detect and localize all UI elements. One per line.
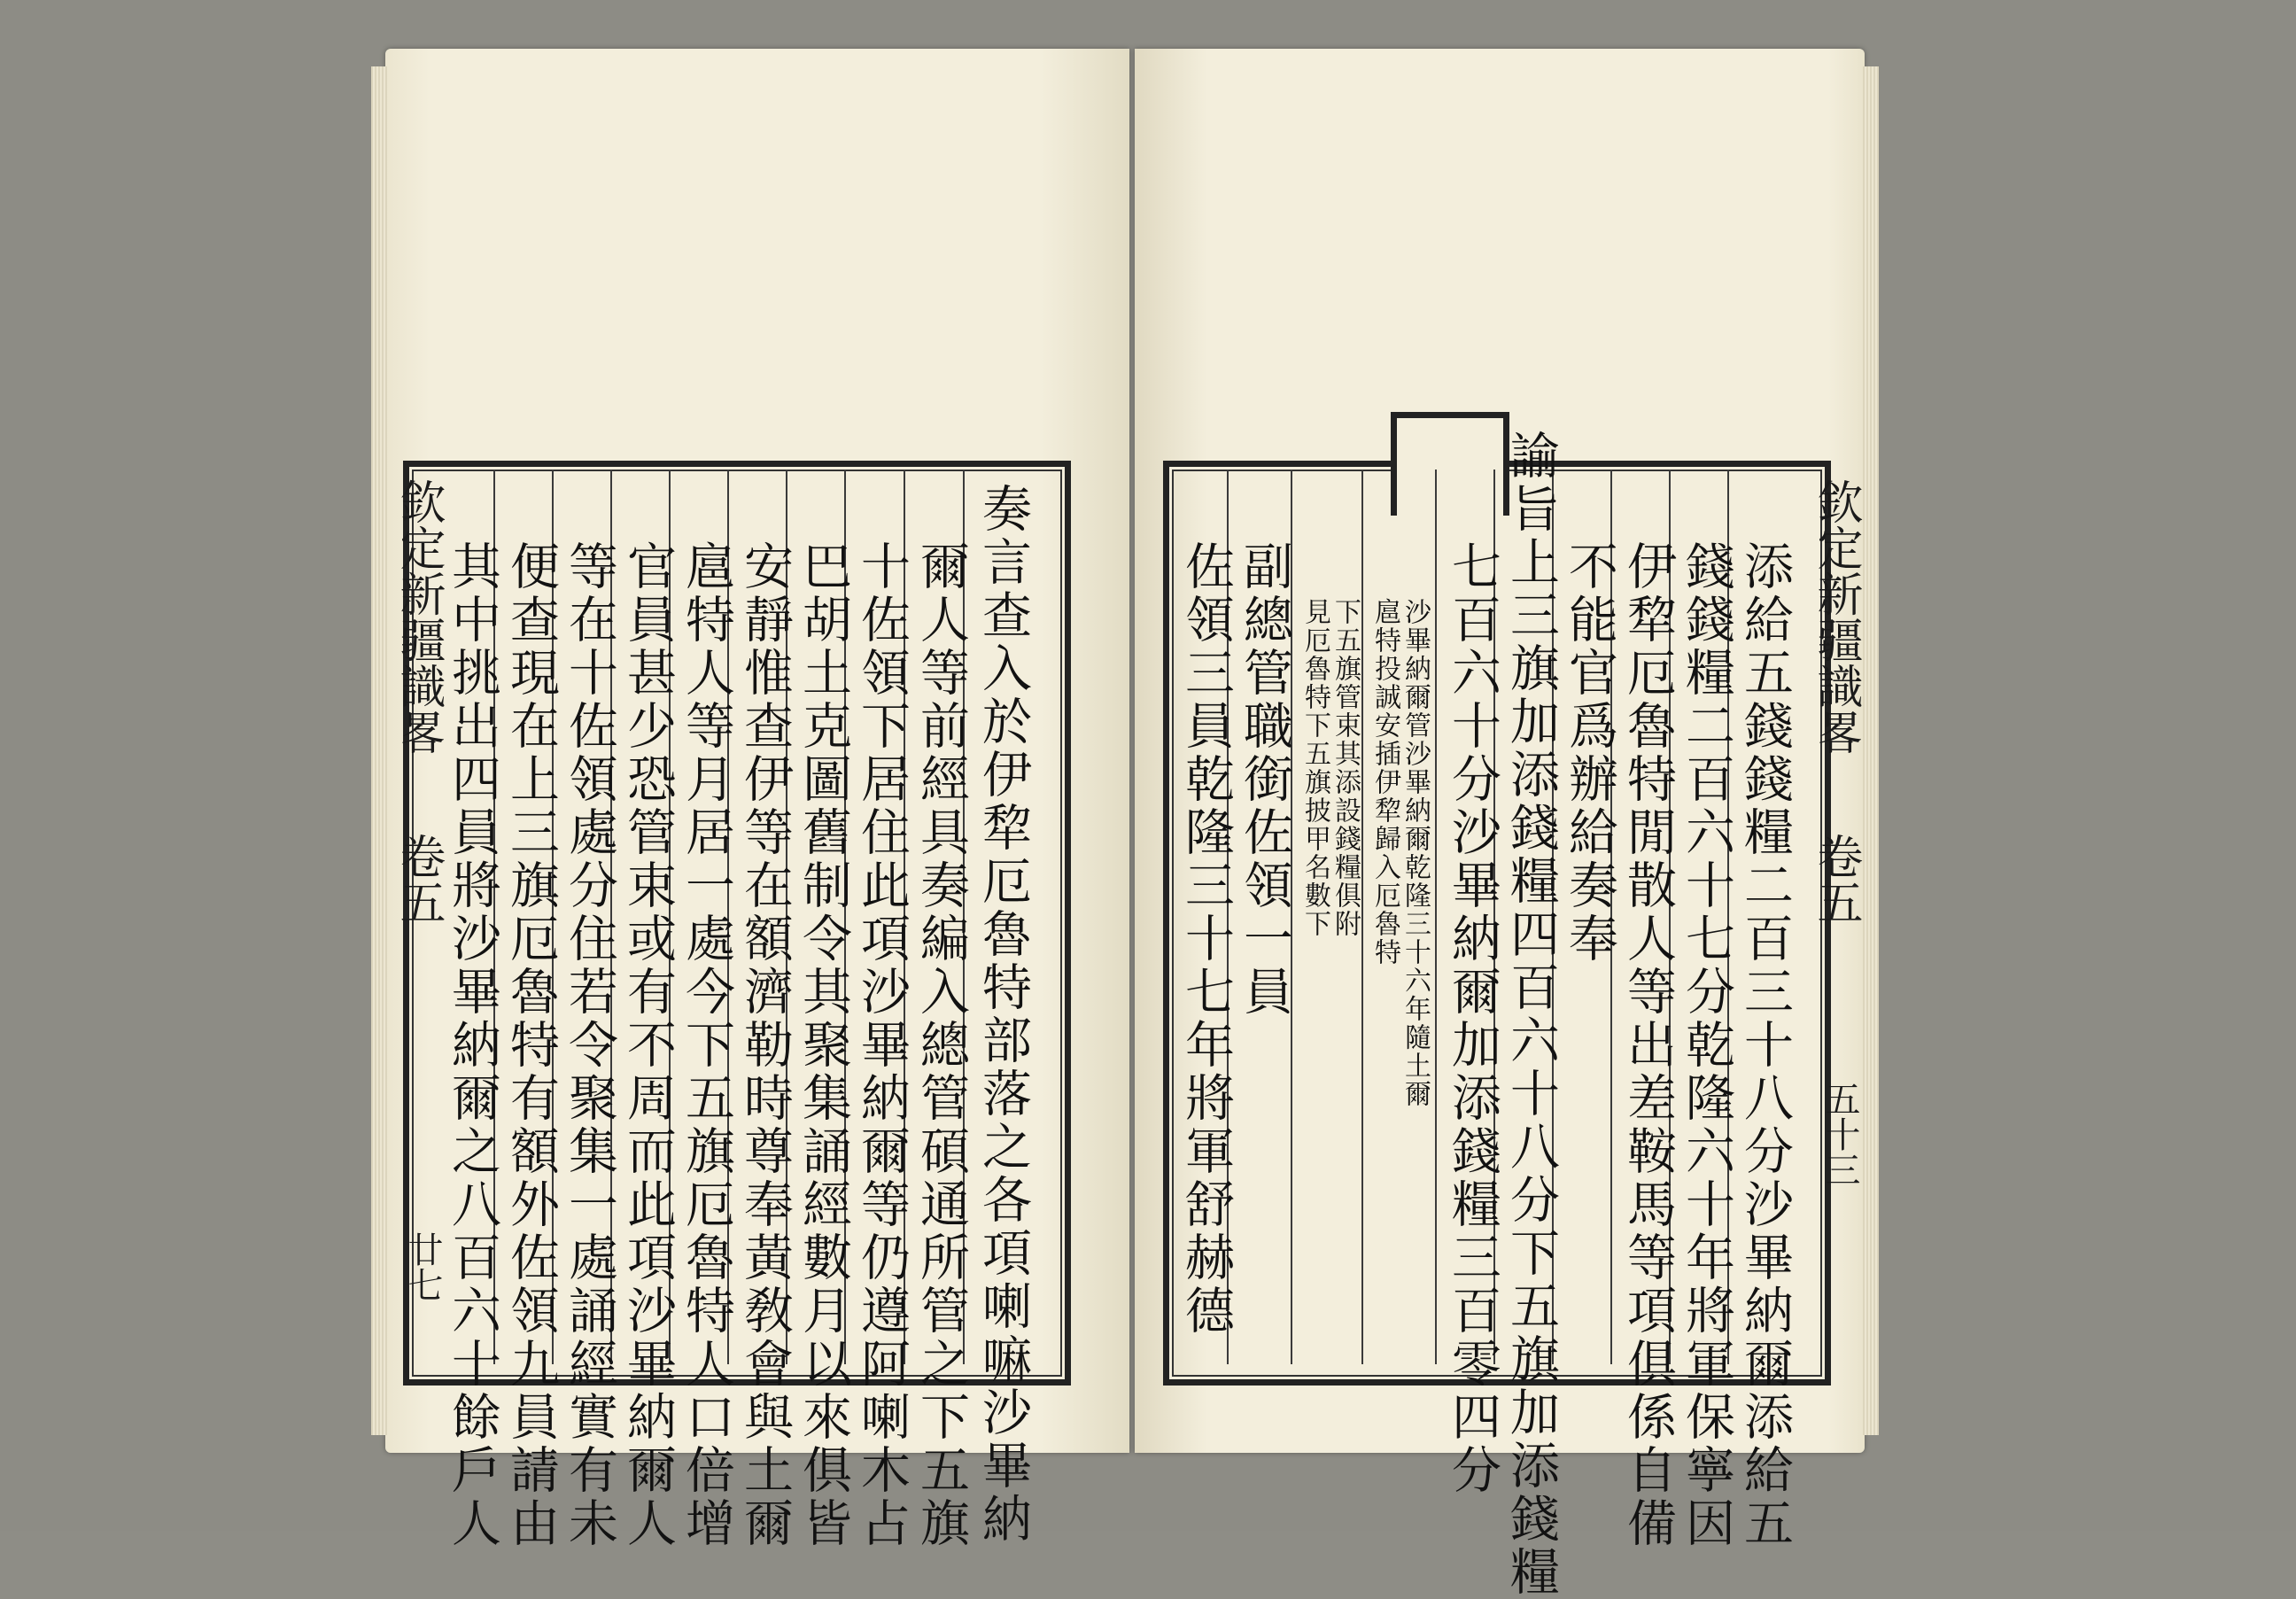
left-column-3: 十佐領下居住此項沙畢納爾等仍遵阿喇木占 (853, 540, 911, 1550)
left-column-5: 安靜惟查伊等在額濟勒時尊奉黃敎會與土爾 (736, 540, 794, 1550)
right-page-edges (1863, 66, 1879, 1435)
left-banxin-title: 欽定新疆識畧 (392, 478, 445, 755)
column-rule (1435, 470, 1437, 1364)
right-banxin-volume: 卷五 (1809, 833, 1862, 925)
right-banxin-folio: 五十三 (1819, 1081, 1860, 1187)
left-column-9: 便查現在上三旗厄魯特有額外佐領九員請由 (502, 540, 560, 1550)
left-column-10: 其中挑出四員將沙畢納爾之八百六十餘戶人 (444, 540, 501, 1550)
left-column-7: 官員甚少恐管束或有不周而此項沙畢納爾人 (619, 540, 677, 1550)
left-banxin-volume: 卷五 (392, 833, 445, 925)
right-banxin-title: 欽定新疆識畧 (1809, 478, 1862, 755)
right-column-3: 伊犂厄魯特閒散人等出差鞍馬等項俱係自備 (1619, 540, 1677, 1550)
right-column-6: 七百六十分沙畢納爾加添錢糧三百零四分 (1444, 540, 1501, 1497)
left-column-6: 扈特人等月居一處今下五旗厄魯特人口倍增 (678, 540, 735, 1550)
right-column-4: 不能官爲辦給奏奉 (1561, 540, 1618, 966)
right-note-column-1: 沙畢納爾管沙畢納爾乾隆三十六年隨土爾 (1400, 598, 1431, 1108)
right-column-8: 佐領三員乾隆三十七年將軍舒赫德 (1177, 540, 1235, 1338)
left-banxin (385, 461, 446, 1382)
right-column-1: 添給五錢錢糧二百三十八分沙畢納爾添給五 (1736, 540, 1794, 1550)
left-column-2: 爾人等前經具奏編入總管碩通所管之下五旗 (912, 540, 970, 1550)
left-banxin-folio: 廿七 (402, 1231, 443, 1302)
right-note-column-3: 下五旗管束其添設錢糧俱附 (1330, 598, 1361, 938)
right-column-2: 錢錢糧二百六十七分乾隆六十年將軍保寧因 (1678, 540, 1735, 1550)
right-note-column-4: 見厄魯特下五旗披甲名數下 (1299, 598, 1330, 938)
right-column-5: 諭旨上三旗加添錢糧四百六十八分下五旗加添錢糧 (1502, 430, 1560, 1599)
raised-header-tab (1391, 412, 1509, 516)
right-banxin (1803, 461, 1863, 1382)
column-rule (1361, 470, 1363, 1364)
left-column-8: 等在十佐領處分住若令聚集一處誦經實有未 (561, 540, 618, 1550)
right-column-7: 副總管職銜佐領一員 (1236, 540, 1293, 1019)
right-note-column-2: 扈特投誠安插伊犂歸入厄魯特 (1369, 598, 1400, 966)
left-column-4: 巴胡土克圖舊制令其聚集誦經數月以來俱皆 (795, 540, 852, 1550)
open-book (385, 49, 1865, 1599)
left-column-1: 奏言查入於伊犂厄魯特部落之各項喇嘛沙畢納 (974, 483, 1032, 1546)
